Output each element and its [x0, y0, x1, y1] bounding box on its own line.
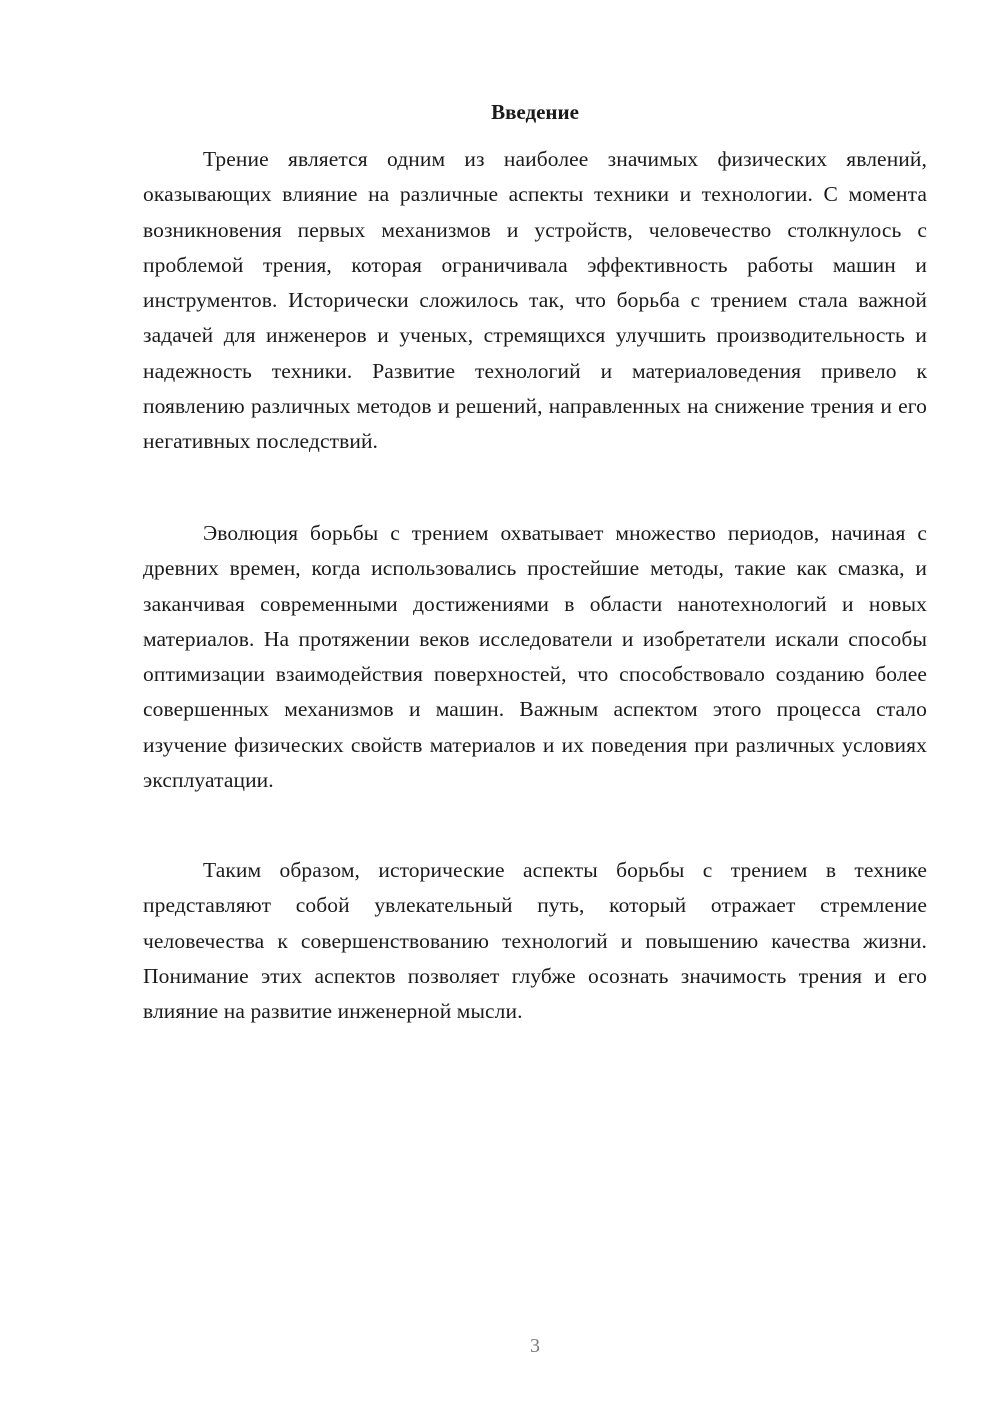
paragraph-introduction-3: Таким образом, исторические аспекты борьбы с трением в технике представляют собой увлекательный путь, который отражает стремление человечества к совершенствованию технологий и повышению качества жизни. Понимание этих аспектов позволяет глубже осознать значимость трения и его влияние на развитие инженерной мысли.	[143, 858, 927, 1024]
document-page	[143, 0, 927, 1414]
paragraph-introduction-1: Трение является одним из наиболее значимых физических явлений, оказывающих влияние на различные аспекты техники и технологии. С момента возникновения первых механизмов и устройств, человечество столкнулось с проблемой трения, которая ограничивала эффективность работы машин и инструментов. Исторически сложилось так, что борьба с трением стала важной задачей для инженеров и ученых, стремящихся улучшить производительность и надежность техники. Развитие технологий и материаловедения привело к появлению различных методов и решений, направленных на снижение трения и его негативных последствий.	[143, 147, 927, 454]
paragraph-introduction-2: Эволюция борьбы с трением охватывает множество периодов, начиная с древних времен, когда использовались простейшие методы, такие как смазка, и заканчивая современными достижениями в области нанотехнологий и новых материалов. На протяжении веков исследователи и изобретатели искали способы оптимизации взаимодействия поверхностей, что способствовало созданию более совершенных механизмов и машин. Важным аспектом этого процесса стало изучение физических свойств материалов и их поведения при различных условиях эксплуатации.	[143, 521, 927, 793]
page-number: 3	[530, 1335, 540, 1357]
section-heading: Введение	[491, 100, 579, 124]
